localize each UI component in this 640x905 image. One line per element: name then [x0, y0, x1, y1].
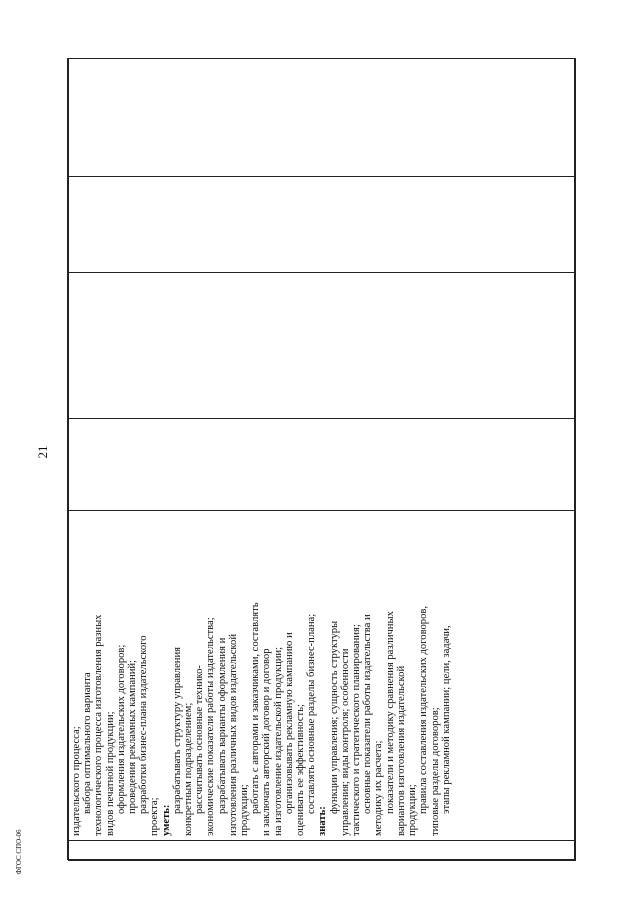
footer-code-text: ФГОС СПО-06 — [15, 829, 23, 875]
table-cell-empty-4 — [69, 59, 576, 177]
content-line: управления; виды контроля; особенности — [339, 648, 351, 836]
content-line: проведения рекламных кампаний; — [127, 659, 139, 814]
table-cell-empty-3 — [69, 177, 576, 273]
table-cell-empty-1 — [69, 419, 576, 511]
table-cell-empty-2 — [69, 273, 576, 419]
content-line: оценивать ее эффективность; — [295, 704, 307, 836]
content-line: функции управления; сущность структуры — [328, 620, 340, 814]
content-line: рассчитывать основные технико- — [194, 665, 206, 814]
content-line: составлять основные разделы бизнес-плана; — [306, 613, 318, 814]
content-line: разрабатывать структуру управления — [171, 647, 183, 814]
content-line: экономические показатели работы издательства; — [205, 617, 217, 836]
content-line: конкретным подразделением; — [183, 702, 195, 836]
content-line: технологического процесса изготовления разных — [93, 614, 105, 836]
table-grid — [68, 58, 576, 861]
table-cell-content — [69, 511, 576, 841]
content-line: оформления издательских договоров; — [115, 644, 127, 814]
content-line: правила составления издательских договоров, — [418, 605, 430, 814]
content-line: видов печатной продукции; — [104, 711, 116, 836]
content-line: показатели и методику сравнения различных — [384, 611, 396, 814]
table-rotated-frame — [68, 59, 576, 861]
content-line: изготовления различных видов издательской — [227, 633, 239, 836]
content-line: выбора оптимального варианта — [82, 672, 94, 814]
content-line: основные показатели работы издательства и — [362, 614, 374, 814]
content-line: методику их расчета; — [373, 740, 385, 836]
content-line: работать с авторами и заказчиками, составлять — [250, 602, 262, 814]
content-line: тактического и стратегического планирования; — [351, 624, 363, 836]
content-line: издательского процесса; — [71, 726, 82, 836]
content-line: типовые разделы договоров; — [429, 707, 441, 836]
content-line: разрабатывать варианты оформления и — [216, 637, 228, 814]
content-line: продукции; — [407, 784, 419, 836]
content-line: знать: — [317, 806, 329, 836]
content-line: разработки бизнес-плана издательского — [138, 635, 150, 814]
content-line: вариантов изготовления издательской — [395, 665, 407, 836]
page-number: 21 — [35, 445, 50, 459]
content-line: продукции; — [239, 784, 251, 836]
table-cell-index — [69, 841, 576, 861]
content-text — [69, 511, 452, 840]
content-line: проекта; — [149, 797, 161, 836]
content-line: уметь: — [160, 804, 172, 836]
content-line: на изготовление издательской продукции; — [272, 646, 284, 836]
content-line: и заключать авторский договор и договор — [261, 648, 273, 836]
content-line: организовывать рекламную кампанию и — [283, 632, 295, 814]
competency-table — [67, 58, 575, 860]
content-line: этапы рекламной кампании; цели, задачи, — [440, 625, 452, 814]
